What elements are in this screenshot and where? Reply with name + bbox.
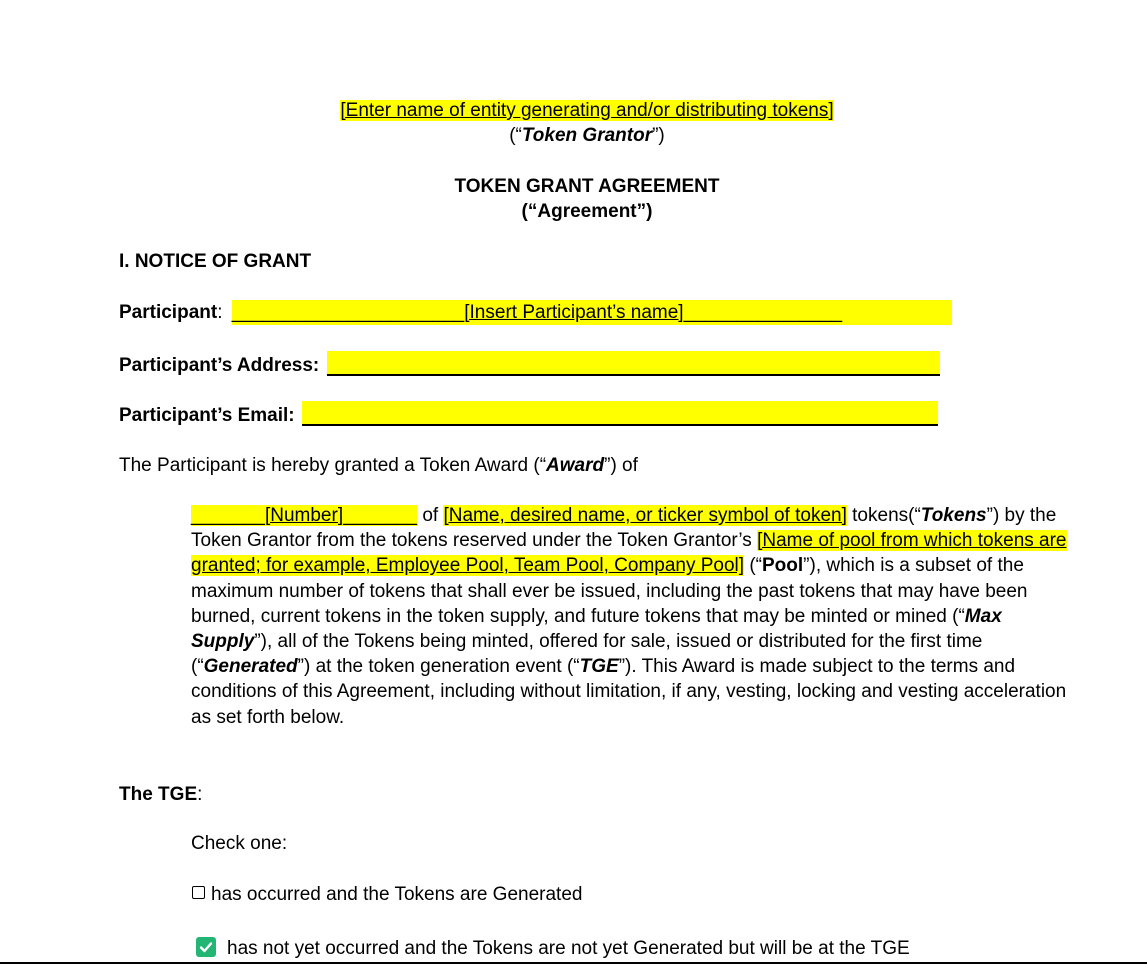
token-number-placeholder: [Number] bbox=[264, 505, 344, 526]
tge-option-not-occurred-label: has not yet occurred and the Tokens are not yet Generated but will be at the TGE bbox=[227, 938, 910, 959]
tge-heading bbox=[119, 782, 202, 807]
tge-option-occurred-label: has occurred and the Tokens are Generated bbox=[211, 884, 583, 905]
text-t6: ”) at the token generation event (“ bbox=[297, 656, 580, 678]
tge-label: The TGE bbox=[119, 784, 198, 805]
address-row bbox=[119, 351, 940, 378]
participant-label: Participant bbox=[119, 302, 218, 323]
checkmark-icon bbox=[199, 940, 213, 954]
agreement-title: TOKEN GRANT AGREEMENT bbox=[454, 176, 720, 197]
text-t3: (“ bbox=[744, 555, 762, 577]
award-intro-post: ”) of bbox=[604, 455, 638, 476]
participant-row bbox=[119, 300, 952, 325]
award-intro bbox=[119, 453, 638, 478]
grantor-open: (“ bbox=[509, 125, 522, 146]
check-one-instruction: Check one: bbox=[191, 833, 288, 854]
text-t7: ”). This Award is made subject to the terms and conditions of this Agreement, including without limitation, if any, vesting, locking and vesting acceleration as set forth below. bbox=[191, 656, 1067, 728]
tge-option-not-occurred[interactable] bbox=[196, 936, 910, 961]
entity-name-text[interactable]: [Enter name of entity generating and/or distributing tokens] bbox=[340, 100, 834, 121]
token-grantor-term: Token Grantor bbox=[521, 125, 653, 146]
agreement-subtitle: (“Agreement”) bbox=[521, 201, 653, 222]
email-label: Participant’s Email: bbox=[119, 405, 295, 426]
award-intro-pre: The Participant is hereby granted a Token Award (“ bbox=[119, 455, 547, 476]
unchecked-checkbox-icon[interactable] bbox=[192, 886, 205, 899]
award-term: Award bbox=[546, 455, 605, 476]
page-bottom-rule bbox=[0, 962, 1147, 964]
generated-term: Generated bbox=[203, 656, 298, 678]
section-heading-notice-of-grant: I. NOTICE OF GRANT bbox=[119, 251, 312, 272]
token-number-field[interactable] bbox=[191, 505, 417, 526]
tge-option-occurred[interactable] bbox=[192, 882, 582, 907]
participant-lead: ______________________ bbox=[231, 302, 465, 323]
participant-colon: : bbox=[217, 302, 223, 323]
email-row bbox=[119, 401, 938, 428]
address-label: Participant’s Address: bbox=[119, 355, 320, 376]
pool-term: Pool bbox=[762, 555, 804, 577]
tokens-term: Tokens bbox=[920, 505, 987, 526]
text-t2: ”) by the Token Grantor from the tokens reserved under the Token Grantor’s bbox=[191, 505, 1057, 552]
of-text: of bbox=[417, 505, 444, 526]
text-t5: ”), all of the Tokens being minted, offered for sale, issued or distributed for the first time (“ bbox=[191, 631, 983, 678]
tge-term: TGE bbox=[579, 656, 619, 678]
email-field[interactable] bbox=[302, 401, 938, 426]
number-post: _______ bbox=[343, 505, 418, 526]
text-t1: (“ bbox=[908, 505, 921, 526]
token-grantor-definition bbox=[0, 123, 1147, 148]
tokens-word: tokens bbox=[846, 505, 909, 526]
address-field[interactable] bbox=[327, 351, 940, 376]
grantor-close: ”) bbox=[652, 125, 665, 146]
pool-name-placeholder[interactable]: [Name of pool from which tokens are granted; for example, Employee Pool, Team Pool, Company Pool] bbox=[191, 530, 1067, 577]
text-t4: ”), which is a subset of the maximum number of tokens that shall ever be issued, including the past tokens that may have been burned, current tokens in the token supply, and future tokens that may be minted or mined (“ bbox=[191, 555, 1028, 627]
participant-trail: _______________ bbox=[683, 302, 843, 323]
participant-name-field[interactable] bbox=[232, 300, 952, 325]
token-name-placeholder[interactable]: [Name, desired name, or ticker symbol of token] bbox=[443, 505, 847, 526]
tge-colon: : bbox=[197, 784, 203, 805]
checked-checkbox-icon[interactable] bbox=[196, 937, 216, 957]
participant-name-placeholder: [Insert Participant’s name] bbox=[464, 302, 684, 323]
number-pre: _______ bbox=[191, 505, 265, 526]
max-supply-term: Max Supply bbox=[191, 605, 1002, 653]
entity-name-placeholder[interactable] bbox=[0, 98, 1147, 123]
award-paragraph bbox=[191, 503, 1071, 730]
